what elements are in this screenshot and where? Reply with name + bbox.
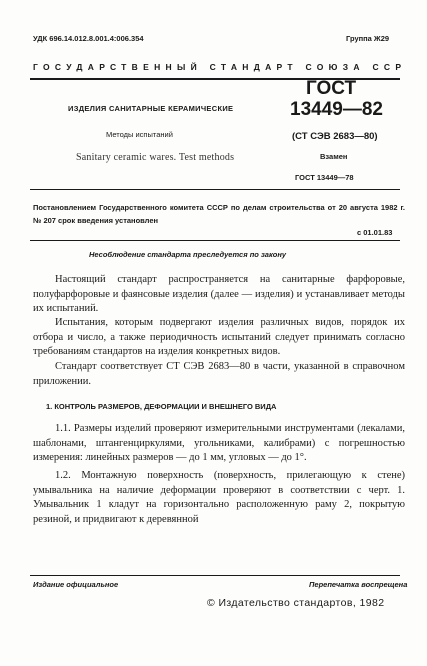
clause-1-2: 1.2. Монтажную поверхность (поверхность, прилегающую к стене) умывальника на наличие деформации проверяют в соответствии с черт. 1. Умывальник 1 кладут на горизонтально расположенную раму 2, покрытую резиной, и придвигают к деревянной (33, 470, 405, 525)
official-edition-note: Издание официальное (33, 580, 119, 589)
st-sev-reference: (СТ СЭВ 2683—80) (292, 131, 378, 142)
body-paragraph: Стандарт соответствует СТ СЭВ 2683—80 в части, указанной в справочном приложении. (33, 361, 405, 387)
document-subtitle: Методы испытаний (106, 130, 173, 139)
effective-date: с 01.01.83 (357, 228, 393, 237)
copyright-line: © Издательство стандартов, 1982 (207, 597, 385, 609)
reprint-prohibited-note: Перепечатка воспрещена (309, 580, 408, 589)
document-title-en: Sanitary ceramic wares. Test methods (76, 152, 235, 163)
document-title-ru: ИЗДЕЛИЯ САНИТАРНЫЕ КЕРАМИЧЕСКИЕ (68, 104, 234, 113)
decree-text: Постановлением Государственного комитета СССР по делам строительства от 20 августа 1982 г. № 207 срок введения установлен (33, 203, 405, 225)
clause-1-1: 1.1. Размеры изделий проверяют измерительными инструментами (лекалами, шаблонами, штангенциркулями, угольниками, калибрами) с погрешностью измерения: линейных размеров — до 1 мм, угловых — до 1°. (33, 423, 405, 464)
udk-code: УДК 696.14.012.8.001.4:006.354 (33, 34, 144, 43)
section-heading: 1. КОНТРОЛЬ РАЗМЕРОВ, ДЕФОРМАЦИИ И ВНЕШНЕГО ВИДА (46, 402, 277, 411)
replaced-standard: ГОСТ 13449—78 (295, 173, 354, 182)
law-notice: Несоблюдение стандарта преследуется по закону (89, 250, 287, 259)
decree-rule (30, 240, 400, 241)
title-rule (30, 189, 400, 190)
replaces-label: Взамен (320, 152, 348, 161)
state-standard-heading: ГОСУДАРСТВЕННЫЙ СТАНДАРТ СОЮЗА ССР (33, 62, 407, 72)
body-paragraph: Настоящий стандарт распространяется на санитарные фарфоровые, полуфарфоровые и фаянсовые изделия (далее — изделия) и устанавливает методы их испытаний. (33, 274, 405, 315)
gost-label: ГОСТ (306, 78, 357, 99)
footer-rule (30, 575, 400, 576)
body-paragraph: Испытания, которым подвергают изделия различных видов, порядок их отбора и число, а также периодичность испытаний следует принимать согласно требованиям стандартов на изделия конкретных видов. (33, 317, 405, 358)
group-code: Группа Ж29 (346, 34, 390, 43)
gost-number: 13449—82 (290, 99, 383, 120)
